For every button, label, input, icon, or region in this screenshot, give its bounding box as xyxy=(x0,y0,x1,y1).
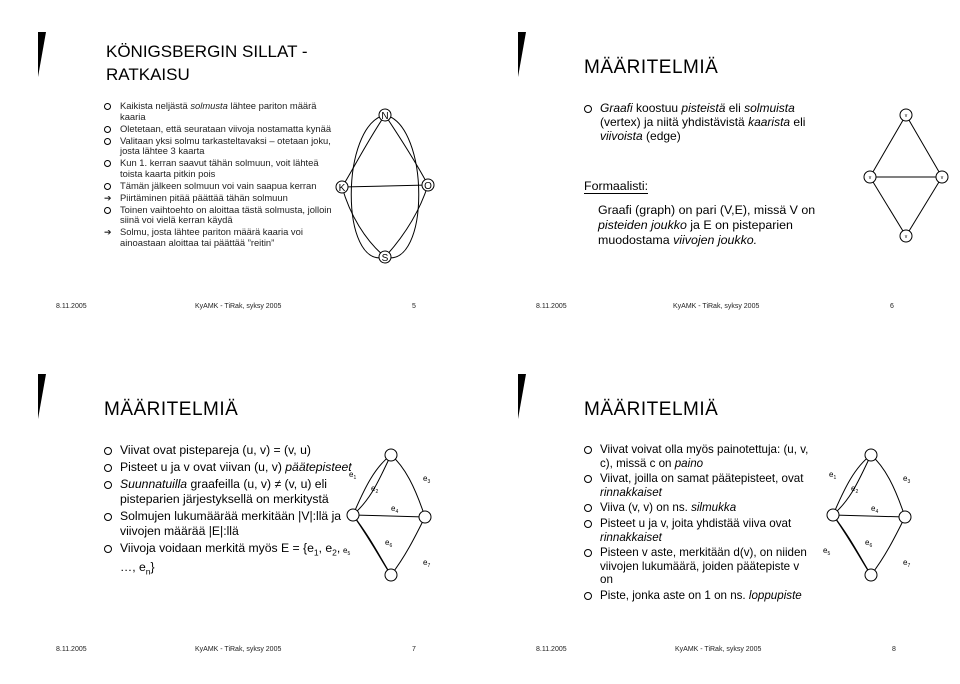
footer-page-number: 7 xyxy=(412,646,416,653)
svg-text:v: v xyxy=(904,113,908,119)
svg-text:v: v xyxy=(904,234,908,240)
bullet-item: Toinen vaihtoehto on aloittaa tästä solmusta, jolloin siinä voi vielä kerran käydä xyxy=(104,205,334,226)
edge-label: $e_6$ xyxy=(385,538,393,549)
slide-7 xyxy=(0,342,480,684)
bullet-list xyxy=(584,101,814,143)
slide-title: MÄÄRITELMIÄ xyxy=(584,57,719,78)
edge-graph xyxy=(345,447,455,592)
bullet-item: ➔ Piirtäminen pitää päättää tähän solmuun xyxy=(104,193,334,204)
edge-label: $e_1$ xyxy=(349,470,357,481)
footer-date: 8.11.2005 xyxy=(536,646,567,653)
bullet-item: Suunnatuilla graafeilla (u, v) ≠ (v, u) eli pisteparien järjestyksellä on merkitystä xyxy=(104,477,354,507)
edge-label: $e_5$ xyxy=(823,546,831,557)
bullet-item: Kun 1. kerran saavut tähän solmuun, voit lähteä toista kaarta pitkin pois xyxy=(104,158,334,179)
bullet-item: Viivat, joilla on samat päätepisteet, ovat rinnakkaiset xyxy=(584,472,814,499)
bullet-item: Solmujen lukumäärää merkitään |V|:llä ja viivojen määrää |E|:llä xyxy=(104,509,354,539)
edge-label: $e_4$ xyxy=(391,504,399,515)
bullet-list xyxy=(104,443,357,582)
formal-heading: Formaalisti: xyxy=(584,179,649,193)
node-label-o: O xyxy=(424,181,432,192)
bullet-item: Pisteen v aste, merkitään d(v), on niiden viivojen lukumäärä, joiden päätepiste v on xyxy=(584,546,814,587)
slide-title: MÄÄRITELMIÄ xyxy=(584,399,719,420)
bullet-item: Pisteet u ja v, joita yhdistää viiva ovat rinnakkaiset xyxy=(584,517,814,544)
footer-date: 8.11.2005 xyxy=(56,646,87,653)
slide-corner-decoration xyxy=(38,374,46,419)
footer-page-number: 8 xyxy=(892,646,896,653)
footer-course: KyAMK - TiRak, syksy 2005 xyxy=(195,646,282,653)
slide-corner-decoration xyxy=(518,374,526,419)
node-label-n: N xyxy=(381,111,389,122)
edge-label: $e_5$ xyxy=(343,546,351,557)
formal-definition: Graafi (graph) on pari (V,E), missä V on pisteiden joukko ja E on pisteparien muodostama viivojen joukko. xyxy=(598,203,816,247)
footer-date: 8.11.2005 xyxy=(536,303,567,310)
bullet-list xyxy=(584,443,814,605)
node-label-s: S xyxy=(381,253,389,264)
edge-label: $e_7$ xyxy=(423,558,431,569)
konigsberg-graph xyxy=(330,105,460,275)
example-graph xyxy=(850,105,950,245)
bullet-item: Tämän jälkeen solmuun voi vain saapua kerran xyxy=(104,181,334,192)
footer-page-number: 5 xyxy=(412,303,416,310)
bullet-item: Piste, jonka aste on 1 on ns. loppupiste xyxy=(584,589,814,603)
node-label-k: K xyxy=(338,183,346,194)
slide-corner-decoration xyxy=(518,32,526,77)
edge-label: $e_6$ xyxy=(865,538,873,549)
edge-label: $e_3$ xyxy=(903,474,911,485)
bullet-item: Oletetaan, että seurataan viivoja nostamatta kynää xyxy=(104,124,334,135)
edge-label: $e_3$ xyxy=(423,474,431,485)
bullet-item: Viiva (v, v) on ns. silmukka xyxy=(584,501,814,515)
bullet-item: Kaikista neljästä solmusta lähtee pariton määrä kaaria xyxy=(104,101,334,122)
edge-label: $e_2$ xyxy=(851,484,859,495)
slide-title: KÖNIGSBERGIN SILLAT - RATKAISU xyxy=(106,42,308,84)
bullet-item: Viivat ovat pistepareja (u, v) = (v, u) xyxy=(104,443,354,458)
slide-title: MÄÄRITELMIÄ xyxy=(104,399,239,420)
edge-label: $e_7$ xyxy=(903,558,911,569)
slide-6 xyxy=(480,0,960,342)
edge-label: $e_2$ xyxy=(371,484,379,495)
svg-text:v: v xyxy=(868,175,872,181)
bullet-item: Valitaan yksi solmu tarkasteltavaksi – otetaan joku, josta lähtee 3 kaarta xyxy=(104,136,334,157)
bullet-item: Pisteet u ja v ovat viivan (u, v) päätepisteet xyxy=(104,460,354,475)
bullet-item: Viivoja voidaan merkitä myös $E = \{e_1$, $e_2$, …, $e_n$} xyxy=(104,541,354,580)
footer-date: 8.11.2005 xyxy=(56,303,87,310)
footer-course: KyAMK - TiRak, syksy 2005 xyxy=(673,303,760,310)
edge-graph xyxy=(825,447,935,592)
bullet-item: ➔ Solmu, josta lähtee pariton määrä kaaria voi ainoastaan aloittaa tai päättää ”reitin” xyxy=(104,227,334,248)
edge-label: $e_1$ xyxy=(829,470,837,481)
bullet-item: Viivat voivat olla myös painotettuja: (u, v, c), missä c on paino xyxy=(584,443,814,470)
edge-label: $e_4$ xyxy=(871,504,879,515)
bullet-list xyxy=(104,101,334,250)
footer-page-number: 6 xyxy=(890,303,894,310)
footer-course: KyAMK - TiRak, syksy 2005 xyxy=(675,646,762,653)
footer-course: KyAMK - TiRak, syksy 2005 xyxy=(195,303,282,310)
svg-text:v: v xyxy=(940,175,944,181)
slide-8 xyxy=(480,342,960,684)
bullet-item: Graafi koostuu pisteistä eli solmuista (vertex) ja niitä yhdistävistä kaarista eli viivoista (edge) xyxy=(584,101,814,143)
slide-5 xyxy=(0,0,480,342)
slide-corner-decoration xyxy=(38,32,46,77)
